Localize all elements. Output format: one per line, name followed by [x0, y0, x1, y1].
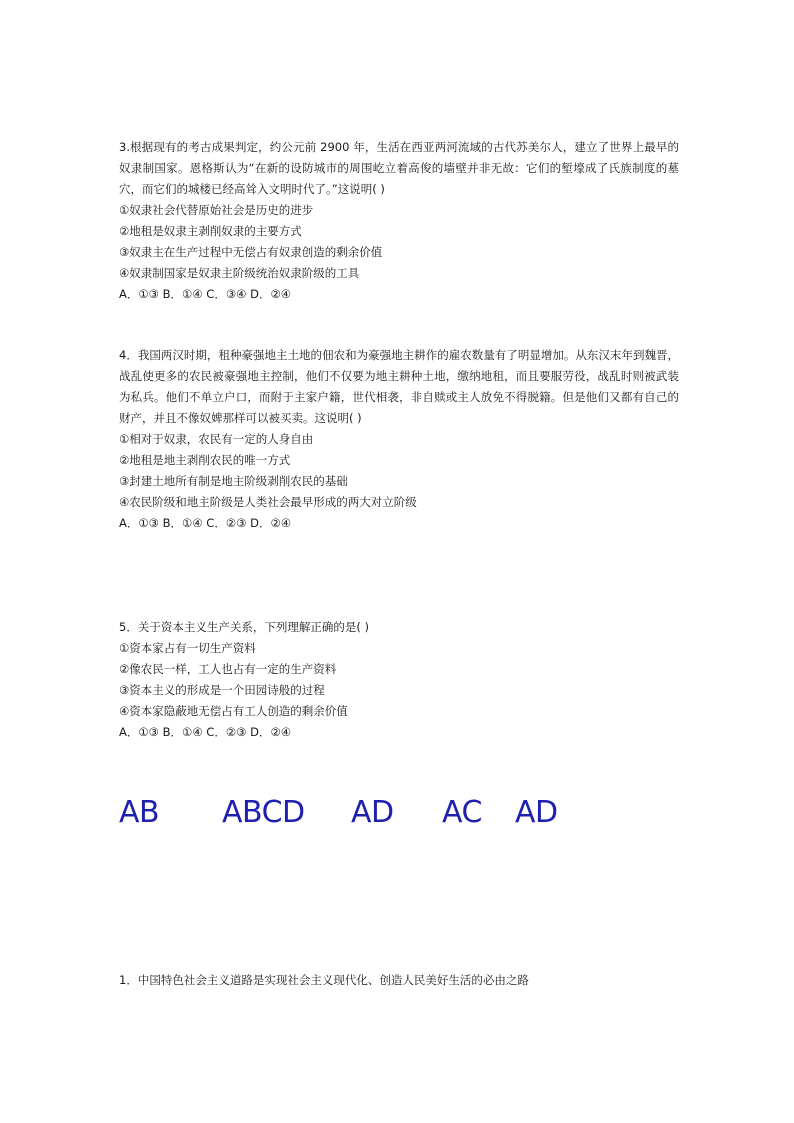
- option-2: ②像农民一样，工人也占有一定的生产资料: [119, 662, 337, 676]
- question-stem: 5．关于资本主义生产关系，下列理解正确的是( ): [119, 620, 369, 634]
- answer-5: AD: [515, 795, 558, 830]
- option-4: ④农民阶级和地主阶级是人类社会最早形成的两大对立阶级: [119, 495, 417, 509]
- answer-key: [0, 795, 794, 839]
- option-1: ①资本家占有一切生产资料: [119, 641, 256, 655]
- question-4: [119, 345, 679, 534]
- answer-3: AD: [351, 795, 394, 830]
- bottom-statement: 1．中国特色社会主义道路是实现社会主义现代化、创造人民美好生活的必由之路: [119, 973, 529, 987]
- question-stem: 3.根据现有的考古成果判定，约公元前 2900 年，生活在西亚两河流域的古代苏美尔人，建立了世界上最早的奴隶制国家。恩格斯认为“在新的设防城市的周围屹立着高俊的墙壁并非无故：它们的堑壕成了氏族制度的墓穴，而它们的城楼已经高耸入文明时代了。”这说明( ): [119, 140, 679, 196]
- option-3: ③奴隶主在生产过程中无偿占有奴隶创造的剩余价值: [119, 245, 383, 259]
- answer-4: AC: [442, 795, 482, 830]
- answer-choices: A．①③ B．①④ C．②③ D．②④: [119, 516, 292, 530]
- answer-choices: A．①③ B．①④ C．②③ D．②④: [119, 725, 292, 739]
- answer-1: AB: [119, 795, 160, 830]
- answer-choices: A．①③ B．①④ C．③④ D．②④: [119, 287, 292, 301]
- answer-2: ABCD: [222, 795, 305, 830]
- option-2: ②地租是地主剥削农民的唯一方式: [119, 453, 291, 467]
- option-4: ④奴隶制国家是奴隶主阶级统治奴隶阶级的工具: [119, 266, 360, 280]
- option-1: ①相对于奴隶，农民有一定的人身自由: [119, 432, 314, 446]
- option-3: ③封建土地所有制是地主阶级剥削农民的基础: [119, 474, 348, 488]
- option-1: ①奴隶社会代替原始社会是历史的进步: [119, 203, 314, 217]
- question-5: [119, 617, 679, 743]
- question-stem: 4．我国两汉时期，租种豪强地主土地的佃农和为豪强地主耕作的雇农数量有了明显增加。从东汉末年到魏晋，战乱使更多的农民被豪强地主控制，他们不仅要为地主耕种土地，缴纳地租，而且要服劳役，战乱时则被武装为私兵。他们不单立户口，而附于主家户籍，世代相袭，非自赎或主人放免不得脱籍。但是他们又都有自己的财产，并且不像奴婢那样可以被买卖。这说明( ): [119, 348, 679, 425]
- option-4: ④资本家隐蔽地无偿占有工人创造的剩余价值: [119, 704, 348, 718]
- question-3: [119, 137, 679, 305]
- option-2: ②地租是奴隶主剥削奴隶的主要方式: [119, 224, 302, 238]
- option-3: ③资本主义的形成是一个田园诗般的过程: [119, 683, 325, 697]
